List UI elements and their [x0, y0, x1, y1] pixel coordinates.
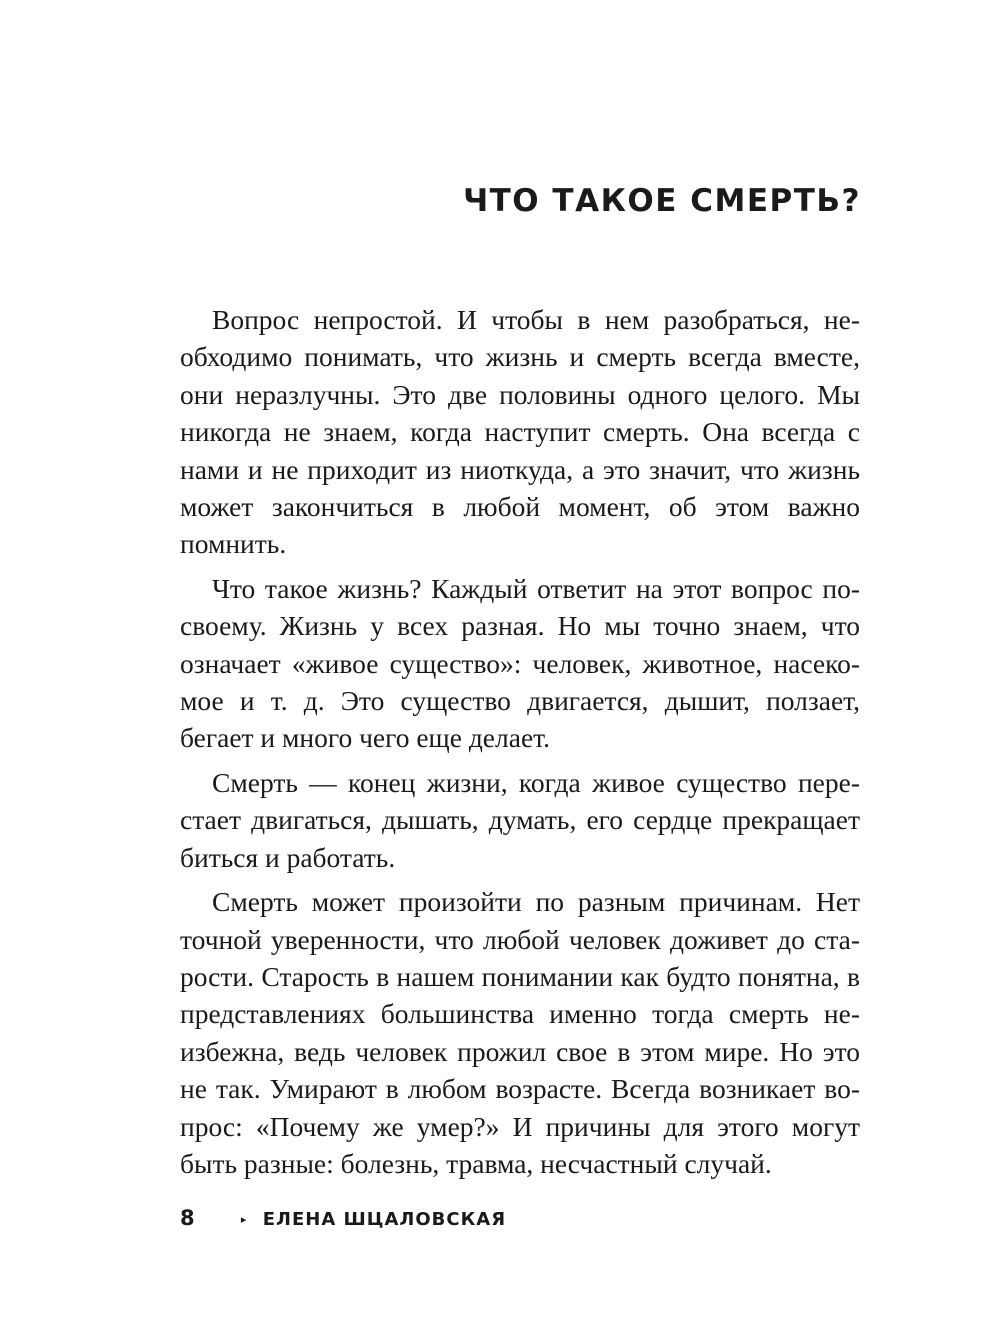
- author-name: ЕЛЕНА ШЦАЛОВСКАЯ: [262, 1209, 507, 1230]
- body-text: [180, 301, 860, 1189]
- page-number: 8: [180, 1206, 196, 1230]
- chapter-title: ЧТО ТАКОЕ СМЕРТЬ?: [463, 183, 861, 219]
- paragraph: Смерть — конец жизни, когда живое существо перестает двигаться, дышать, думать, его сердце прекращает биться и работать.: [180, 766, 860, 873]
- paragraph: Вопрос непростой. И чтобы в нем разобраться, необходимо понимать, что жизнь и смерть всегда вместе, они неразлучны. Это две половины одного целого. Мы никогда не знаем, когда наступит смерть. Она всегда с нами и не приходит из ниоткуда, а это значит, что жизнь может закончиться в любой момент, об этом важно помнить.: [180, 304, 860, 560]
- triangle-right-icon: ▸: [240, 1213, 248, 1226]
- paragraph: Смерть может произойти по разным причинам. Нет точной уверенности, что любой человек доживет до старости. Старость в нашем понимании как будто понятна, в представлениях большинства именно тогда смерть неизбежна, ведь человек прожил свое в этом мире. Но это не так. Умирают в любом возрасте. Всегда возникает вопрос: «Почему же умер?» И причины для этого могут быть разные: болезнь, травма, несчастный случай.: [180, 886, 860, 1179]
- paragraph: Что такое жизнь? Каждый ответит на этот вопрос по-своему. Жизнь у всех разная. Но мы точно знаем, что означает «живое существо»: человек, животное, насекомое и т. д. Это существо двигается, дышит, ползает, бегает и много чего еще делает.: [180, 572, 860, 754]
- page-footer: [180, 1206, 506, 1230]
